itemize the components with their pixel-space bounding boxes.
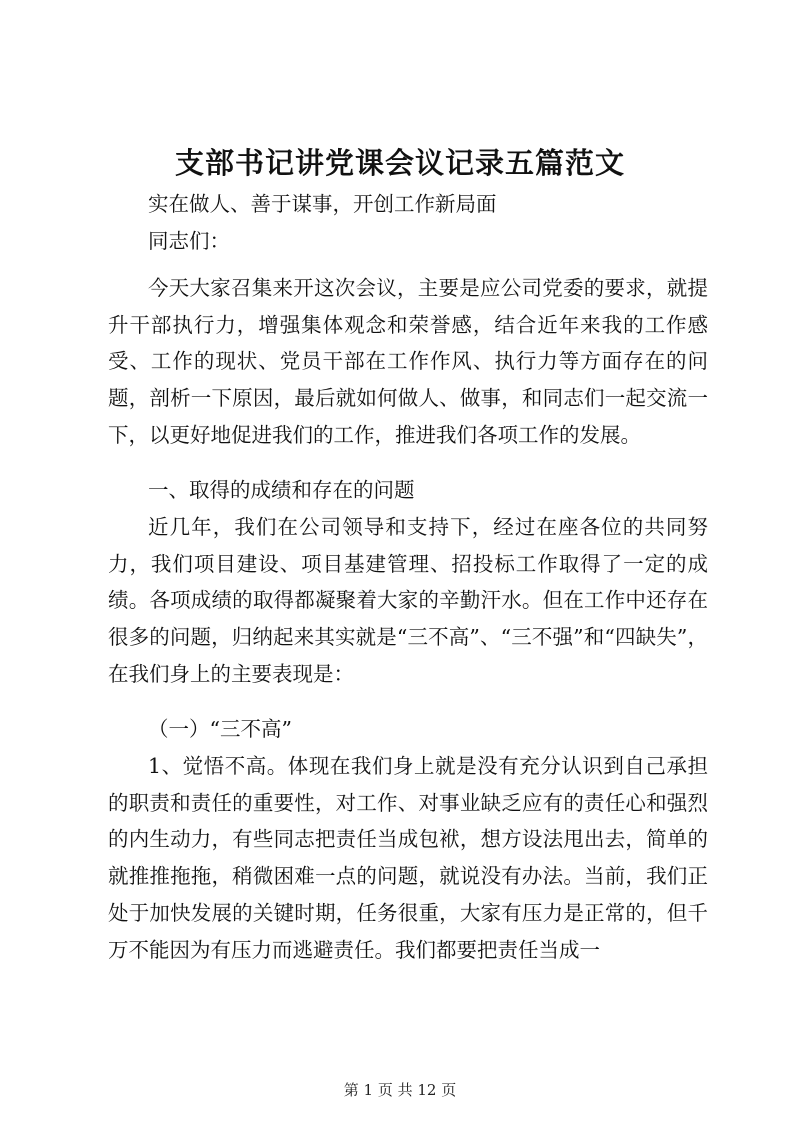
document-title: 支部书记讲党课会议记录五篇范文	[174, 146, 625, 180]
page-number-footer: 第 1 页 共 12 页	[343, 1081, 457, 1099]
salutation-paragraph: 同志们：	[148, 229, 230, 253]
section-heading-1: 一、取得的成绩和存在的问题	[148, 478, 415, 502]
achievements-paragraph: 近几年，我们在公司领导和支持下，经过在座各位的共同努力，我们项目建设、项目基建管理、招投标工作取得了一定的成绩。各项成绩的取得都凝聚着大家的辛勤汗水。但在工作中还存在很多的问题，归纳起来其实就是“三不高”、“三不强”和“四缺失”，在我们身上的主要表现是：	[108, 515, 708, 686]
subtitle-paragraph: 实在做人、善于谋事，开创工作新局面	[148, 192, 497, 216]
awareness-paragraph: 1、觉悟不高。体现在我们身上就是没有充分认识到自己承担的职责和责任的重要性，对工作、对事业缺乏应有的责任心和强烈的内生动力，有些同志把责任当成包袱，想方设法甩出去，简单的就推推拖拖，稍微困难一点的问题，就说没有办法。当前，我们正处于加快发展的关键时期，任务很重，大家有压力是正常的，但千万不能因为有压力而逃避责任。我们都要把责任当成一	[108, 754, 708, 962]
intro-paragraph: 今天大家召集来开这次会议，主要是应公司党委的要求，就提升干部执行力，增强集体观念和荣誉感，结合近年来我的工作感受、工作的现状、党员干部在工作作风、执行力等方面存在的问题，剖析一下原因，最后就如何做人、做事，和同志们一起交流一下，以更好地促进我们的工作，推进我们各项工作的发展。	[108, 276, 708, 447]
subsection-heading-1: （一）“三不高”	[148, 717, 292, 741]
